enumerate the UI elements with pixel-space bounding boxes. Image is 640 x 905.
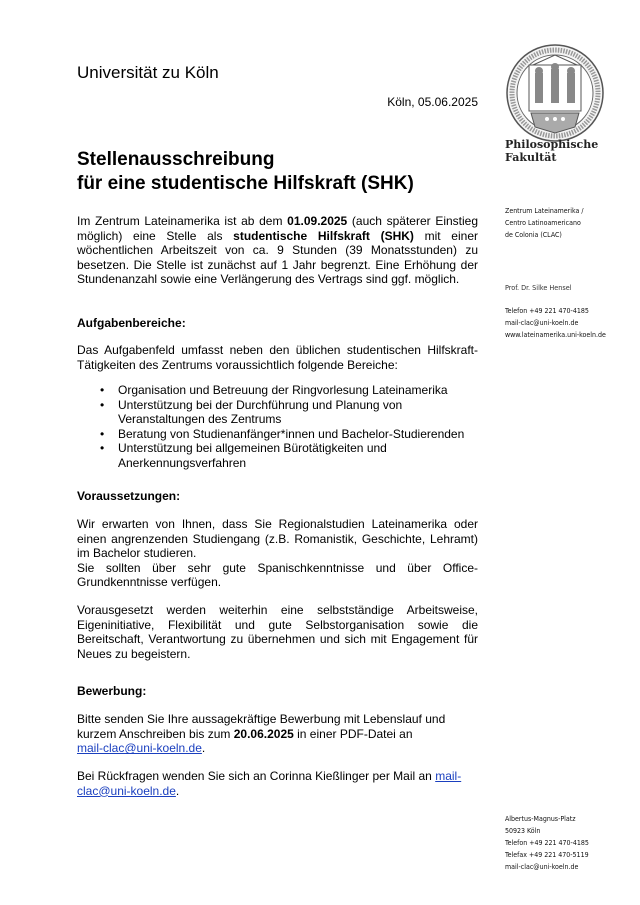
centre-line: Zentrum Lateinamerika /	[505, 207, 584, 215]
phone-number: Telefon +49 221 470-4185	[505, 839, 589, 847]
list-item: • Organisation und Betreuung der Ringvorlesung Lateinamerika	[96, 383, 486, 398]
application-text-part: Bitte senden Sie Ihre aussagekräftige Bewerbung mit Lebenslauf und kurzem Anschreiben bis zum	[77, 712, 446, 741]
intro-text: Im Zentrum Lateinamerika ist ab dem	[77, 214, 288, 228]
address-block	[505, 813, 589, 873]
intro-paragraph	[77, 214, 478, 287]
list-item: • Beratung von Studienanfänger*innen und Bachelor-Studierenden	[96, 427, 486, 442]
city: 50923 Köln	[505, 827, 541, 835]
intro-text: (auch späterer Einstieg möglich) eine Stelle als	[77, 214, 479, 243]
centre-name	[505, 205, 584, 241]
contact-block	[505, 305, 606, 341]
tasks-text: Das Aufgabenfeld umfasst neben den üblichen studentischen Hilfskraft-Tätigkeiten des Zentrums voraussichtlich folgende Bereiche:	[77, 343, 478, 372]
list-item: • Unterstützung bei der Durchführung und Planung von Veranstaltungen des Zentrums	[96, 398, 486, 427]
requirements-line: Wir erwarten von Ihnen, dass Sie Regionalstudien Lateinamerika oder einen angrenzenden Studiengang (z.B. Romanistik, Geschichte, Lehramt) im Bachelor studieren.	[77, 517, 478, 561]
title-line: für eine studentische Hilfskraft (SHK)	[77, 173, 414, 194]
list-item: • Unterstützung bei allgemeinen Bürotätigkeiten und Anerkennungsverfahren	[96, 441, 486, 470]
requirements-text	[77, 517, 478, 590]
university-name: Universität zu Köln	[77, 63, 219, 82]
requirements-additional: Vorausgesetzt werden weiterhin eine selbstständige Arbeitsweise, Eigeninitiative, Flexibilität und gute Selbstorganisation sowie die Bereitschaft, Verantwortung zu übernehmen und sich mit Engagement für Neues zu begeistern.	[77, 603, 478, 661]
centre-line: Centro Latinoamericano	[505, 219, 581, 227]
questions-end: .	[175, 783, 180, 798]
questions-intro: Bei Rückfragen wenden Sie sich an Corinna Kießlinger per Mail an	[77, 769, 436, 783]
position-title: studentische Hilfskraft (SHK)	[233, 228, 414, 243]
phone-number: Telefon +49 221 470-4185	[505, 307, 589, 315]
email-address[interactable]: mail-clac@uni-koeln.de	[505, 319, 579, 327]
requirements-line: Sie sollten über sehr gute Spanischkenntnisse und über Office-Grundkenntnisse verfügen.	[77, 560, 478, 590]
application-text-part: in einer PDF-Datei an	[293, 726, 413, 741]
university-seal	[505, 43, 605, 143]
tasks-list	[96, 383, 486, 471]
application-text	[77, 712, 478, 756]
faculty-line: Fakultät	[505, 151, 557, 164]
street: Albertus-Magnus-Platz	[505, 815, 576, 823]
intro-text: mit einer wöchentlichen Arbeitszeit von ca. 9 Stunden (39 Monatsstunden) zu besetzen. Die Stelle ist zunächst auf 1 Jahr begrenzt. Eine Erhöhung der Stundenanzahl sowie eine Verlängerung des Vertrags sind ggf. möglich.	[77, 228, 478, 287]
centre-line: de Colonia (CLAC)	[505, 231, 562, 239]
professor-name: Prof. Dr. Silke Hensel	[505, 283, 572, 292]
questions-text	[77, 769, 478, 798]
email-link[interactable]: mail-clac@uni-koeln.de	[77, 769, 462, 798]
email-address[interactable]: mail-clac@uni-koeln.de	[505, 863, 579, 871]
tasks-heading: Aufgabenbereiche:	[77, 316, 186, 330]
email-link[interactable]: mail-clac@uni-koeln.de	[77, 741, 202, 756]
page-title	[77, 148, 414, 196]
title-line: Stellenausschreibung	[77, 149, 275, 170]
website[interactable]: www.lateinamerika.uni-koeln.de	[505, 331, 606, 339]
faculty-name	[505, 138, 598, 164]
deadline: 20.06.2025	[233, 726, 294, 741]
application-text-part: .	[201, 741, 206, 756]
faculty-line: Philosophische	[505, 138, 599, 151]
application-heading: Bewerbung:	[77, 684, 147, 698]
start-date: 01.09.2025	[287, 214, 348, 228]
fax-number: Telefax +49 221 470-5119	[505, 851, 589, 859]
requirements-heading: Voraussetzungen:	[77, 489, 181, 503]
document-date: Köln, 05.06.2025	[387, 95, 478, 109]
